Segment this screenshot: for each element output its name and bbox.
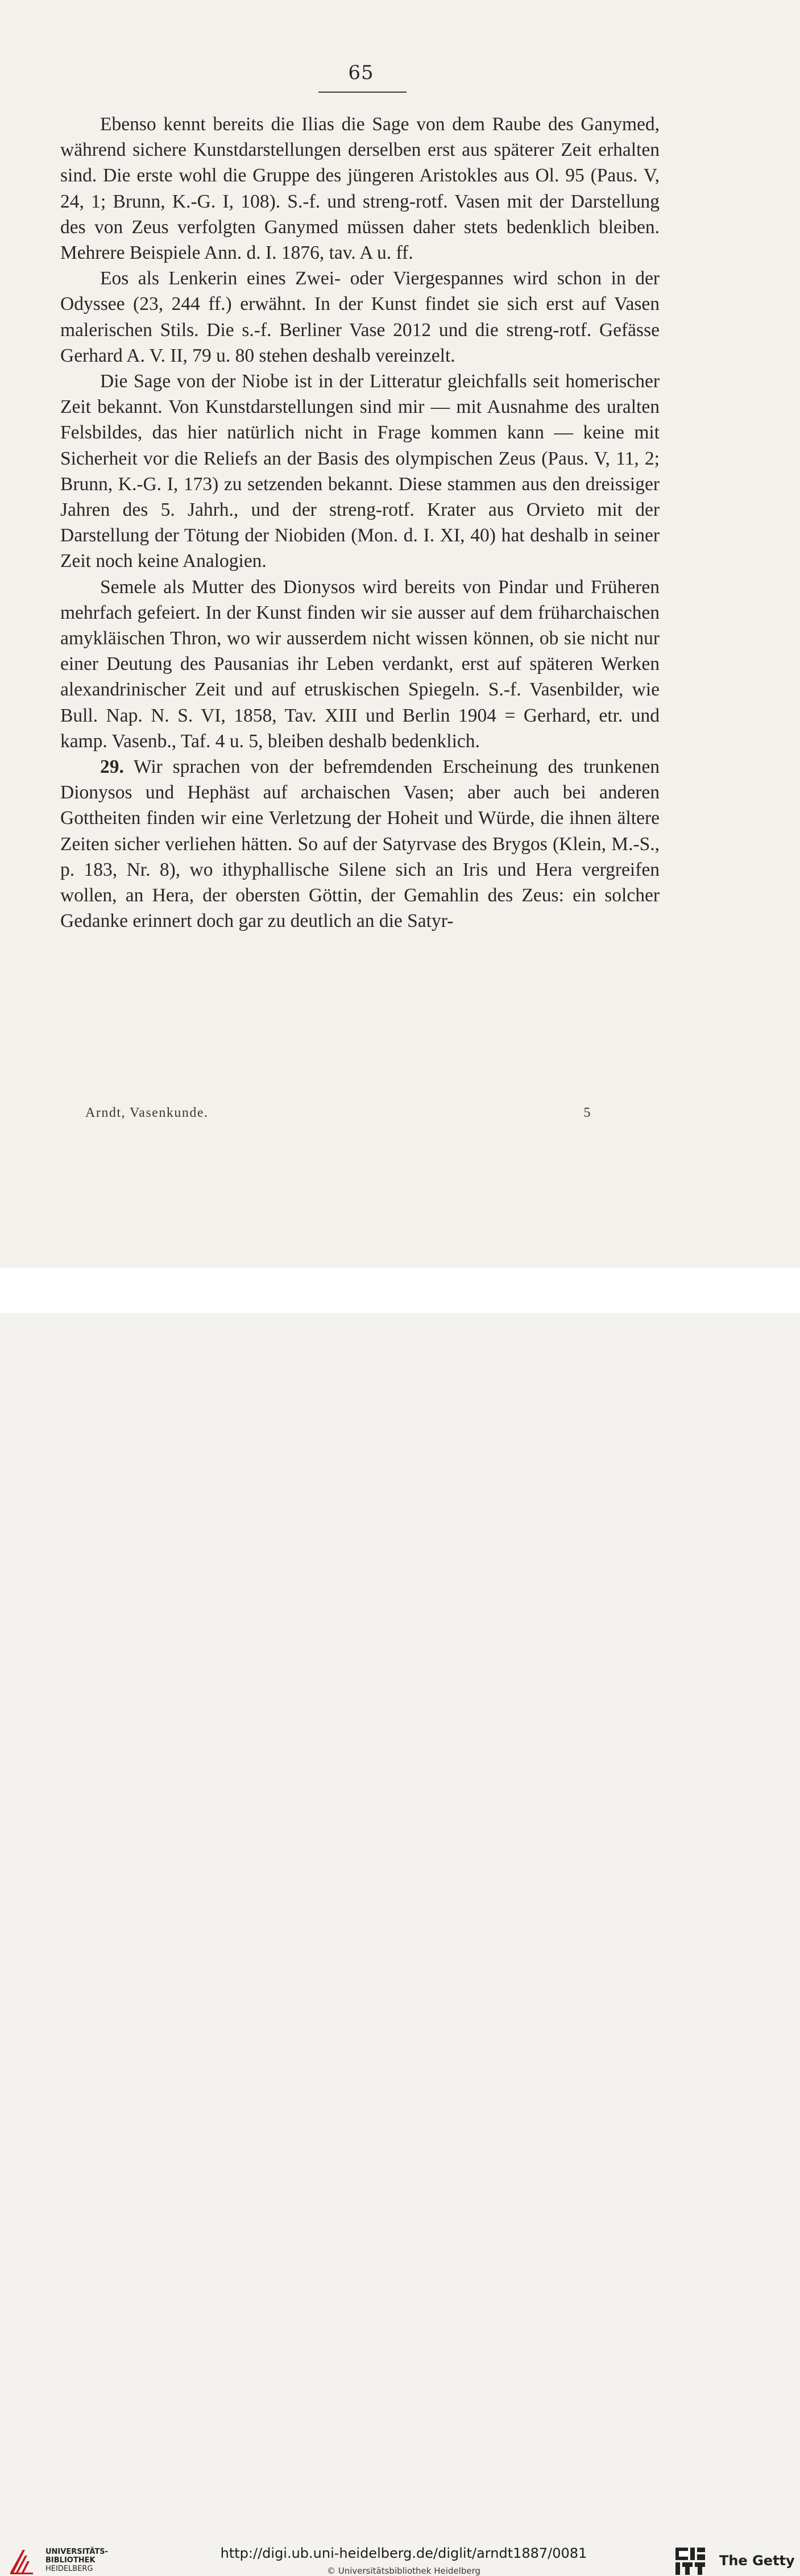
scanned-page bbox=[0, 0, 800, 1268]
paragraph-semele bbox=[60, 574, 660, 754]
page-number: 65 bbox=[348, 61, 374, 84]
digitization-footer bbox=[0, 1268, 800, 2576]
library-line: BIBLIOTHEK bbox=[45, 2556, 96, 2565]
getty-logo-icon bbox=[674, 2546, 706, 2576]
section-number: 29. bbox=[100, 756, 124, 778]
body-text bbox=[60, 111, 660, 934]
paragraph-text: Ebenso kennt bereits die Ilias die Sage von dem Raube des Ganymed, während sichere Kunstdarstellungen derselben erst aus späterer Zeit erhalten sind. Die erste wohl die Gruppe des jüngeren Aristokles aus Ol. 95 (Paus. V, 24, 1; Brunn, K.-G. I, 108). S.-f. und streng-rotf. Vasen mit der Darstellung des von Zeus verfolgten Ganymed müssen daher stets bedenklich bleiben. Mehrere Beispiele Ann. d. I. 1876, tav. A u. ff. bbox=[60, 114, 660, 264]
signature-author: Arndt, Vasenkunde. bbox=[85, 1105, 209, 1120]
paragraph-section-29 bbox=[60, 754, 660, 934]
university-library-name bbox=[45, 2548, 108, 2573]
university-library-logo-icon bbox=[8, 2546, 41, 2576]
paragraph-text: Semele als Mutter des Dionysos wird bereits von Pindar und Früheren mehrfach gefeiert. In der Kunst finden wir sie ausser auf dem früharchaischen amykläischen Thron, wo wir ausserdem nicht wissen können, ob sie nicht nur einer Deutung des Pausanias ihr Leben verdankt, erst auf späteren Werken alexandrinischer Zeit und auf etruskischen Spiegeln. S.-f. Vasenbilder, wie Bull. Nap. N. S. VI, 1858, Tav. XIII und Berlin 1904 = Gerhard, etr. und kamp. Vasenb., Taf. 4 u. 5, bleiben deshalb bedenklich. bbox=[60, 576, 660, 752]
paragraph-ganymed bbox=[60, 111, 660, 266]
paragraph-eos bbox=[60, 266, 660, 368]
copyright-notice: © Universitätsbibliothek Heidelberg bbox=[326, 2566, 480, 2576]
paragraph-niobe bbox=[60, 368, 660, 574]
paragraph-text: Die Sage von der Niobe ist in der Litteratur gleichfalls seit homerischer Zeit bekannt. Von Kunstdarstellungen sind mir — mit Ausnahme des uralten Felsbildes, das hier natürlich nicht in Frage kommen kann — keine mit Sicherheit vor die Reliefs an der Basis des olympischen Zeus (Paus. V, 11, 2; Brunn, K.-G. I, 173) zu setzenden bekannt. Diese stammen aus den dreissiger Jahren des 5. Jahrh., und der streng-rotf. Krater aus Orvieto mit der Darstellung der Tötung der Niobiden (Mon. d. I. XI, 40) hat deshalb in seiner Zeit noch keine Analogien. bbox=[60, 371, 660, 572]
paragraph-text: Eos als Lenkerin eines Zwei- oder Viergespannes wird schon in der Odyssee (23, 244 ff.) erwähnt. In der Kunst findet sie sich erst auf Vasen malerischen Stils. Die s.-f. Berliner Vase 2012 und die streng-rotf. Gefässe Gerhard A. V. II, 79 u. 80 stehen deshalb vereinzelt. bbox=[60, 268, 660, 366]
library-line: HEIDELBERG bbox=[45, 2565, 93, 2573]
getty-partner-name: The Getty bbox=[719, 2553, 795, 2569]
page-number-rule bbox=[318, 92, 407, 93]
library-line: UNIVERSITÄTS- bbox=[45, 2548, 108, 2556]
permalink-url[interactable]: http://digi.ub.uni-heidelberg.de/diglit/arndt1887/0081 bbox=[220, 2545, 587, 2561]
signature-sheet-number: 5 bbox=[583, 1105, 591, 1120]
paragraph-text: Wir sprachen von der befremdenden Erscheinung des trunkenen Dionysos und Hephäst auf archaischen Vasen; aber auch bei anderen Gottheiten finden wir eine Verletzung der Hoheit und Würde, die ihnen ältere Zeiten sicher verliehen hätten. So auf der Satyrvase des Brygos (Klein, M.-S., p. 183, Nr. 8), wo ithyphallische Silene sich an Iris und Hera vergreifen wollen, an Hera, der obersten Göttin, der Gemahlin des Zeus: ein solcher Gedanke erinnert doch gar zu deutlich an die Satyr- bbox=[60, 756, 660, 932]
